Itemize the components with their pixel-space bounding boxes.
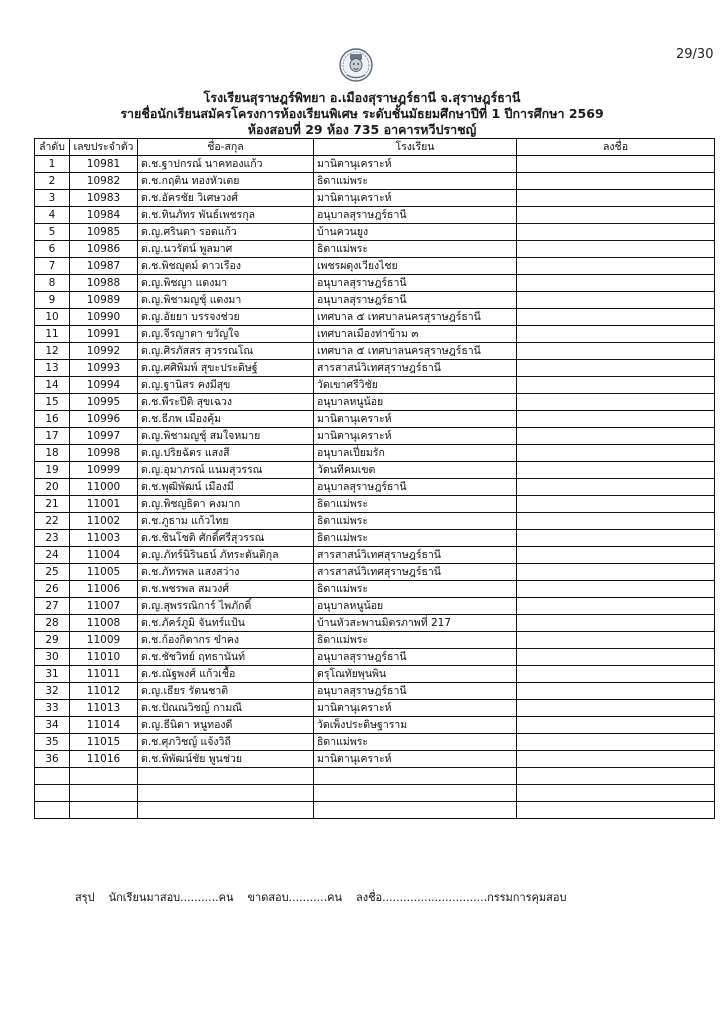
student-name-cell: ด.ช.ภูธาม แก้วไทย xyxy=(138,513,314,530)
school-cell: บ้านหัวสะพานมิตรภาพที่ 217 xyxy=(314,615,517,632)
signature-cell[interactable] xyxy=(517,326,715,343)
school-cell: มานิตานุเคราะห์ xyxy=(314,700,517,717)
school-cell: อนุบาลเปี่ยมรัก xyxy=(314,445,517,462)
table-row xyxy=(35,683,715,700)
absent-count-field: ขาดสอบ...........คน xyxy=(247,891,342,904)
table-row xyxy=(35,632,715,649)
signature-cell[interactable] xyxy=(517,173,715,190)
order-cell: 3 xyxy=(35,190,70,207)
signature-cell[interactable] xyxy=(517,377,715,394)
student-id-cell: 10994 xyxy=(70,377,138,394)
signature-cell[interactable] xyxy=(517,530,715,547)
school-cell: วัดเขาศรีวิชัย xyxy=(314,377,517,394)
student-id-cell: 11011 xyxy=(70,666,138,683)
table-row xyxy=(35,326,715,343)
signature-cell[interactable] xyxy=(517,513,715,530)
student-name-cell: ด.ช.ธีภพ เมืองคุ้ม xyxy=(138,411,314,428)
school-cell: มานิตานุเคราะห์ xyxy=(314,156,517,173)
table-row xyxy=(35,666,715,683)
student-name-cell: ด.ญ.พิชญา แดงมา xyxy=(138,275,314,292)
school-cell: อนุบาลสุราษฎร์ธานี xyxy=(314,207,517,224)
signature-cell[interactable] xyxy=(517,802,715,819)
student-id-cell: 10993 xyxy=(70,360,138,377)
school-cell: อนุบาลสุราษฎร์ธานี xyxy=(314,479,517,496)
school-cell: ธิดาแม่พระ xyxy=(314,513,517,530)
table-row xyxy=(35,224,715,241)
student-id-cell: 11004 xyxy=(70,547,138,564)
table-row xyxy=(35,156,715,173)
order-cell: 22 xyxy=(35,513,70,530)
student-name-cell: ด.ช.อัครชัย วิเศษวงศ์ xyxy=(138,190,314,207)
student-id-cell: 10998 xyxy=(70,445,138,462)
table-row xyxy=(35,173,715,190)
table-row xyxy=(35,547,715,564)
student-id-cell: 11010 xyxy=(70,649,138,666)
student-name-cell: ด.ญ.ปริยฉัตร แสงสี xyxy=(138,445,314,462)
school-cell: อนุบาลสุราษฎร์ธานี xyxy=(314,275,517,292)
order-cell: 27 xyxy=(35,598,70,615)
signature-cell[interactable] xyxy=(517,156,715,173)
signature-cell[interactable] xyxy=(517,598,715,615)
school-cell: เพชรผดุงเวียงไชย xyxy=(314,258,517,275)
signature-cell[interactable] xyxy=(517,190,715,207)
table-row xyxy=(35,734,715,751)
school-seal-logo-icon xyxy=(339,47,373,83)
student-name-cell: ด.ช.ภัทรพล แสงสว่าง xyxy=(138,564,314,581)
student-id-cell: 11016 xyxy=(70,751,138,768)
student-name-cell: ด.ช.ก้องกิดากร ขำคง xyxy=(138,632,314,649)
signature-cell[interactable] xyxy=(517,258,715,275)
school-cell: เทศบาล ๕ เทศบาลนครสุราษฎร์ธานี xyxy=(314,309,517,326)
table-row xyxy=(35,785,715,802)
student-name-cell: ด.ญ.อัยยา บรรจงช่วย xyxy=(138,309,314,326)
student-name-cell xyxy=(138,802,314,819)
signature-cell[interactable] xyxy=(517,445,715,462)
student-id-cell: 10989 xyxy=(70,292,138,309)
table-row xyxy=(35,615,715,632)
school-cell: ธิดาแม่พระ xyxy=(314,530,517,547)
order-cell: 7 xyxy=(35,258,70,275)
signature-cell[interactable] xyxy=(517,615,715,632)
order-cell: 31 xyxy=(35,666,70,683)
table-row xyxy=(35,377,715,394)
signature-cell[interactable] xyxy=(517,428,715,445)
table-row xyxy=(35,768,715,785)
school-cell: บ้านควนยูง xyxy=(314,224,517,241)
table-row xyxy=(35,462,715,479)
present-count-field: นักเรียนมาสอบ...........คน xyxy=(108,891,234,904)
table-row xyxy=(35,751,715,768)
student-name-cell: ด.ช.ภัคร์ภูมิ จันทร์แป้น xyxy=(138,615,314,632)
order-cell: 4 xyxy=(35,207,70,224)
order-cell: 8 xyxy=(35,275,70,292)
signature-cell[interactable] xyxy=(517,785,715,802)
school-cell: วัดนทีคมเขต xyxy=(314,462,517,479)
student-roster-table xyxy=(34,138,715,819)
order-cell: 2 xyxy=(35,173,70,190)
order-cell: 30 xyxy=(35,649,70,666)
student-name-cell: ด.ญ.นวรัตน์ พูลมาศ xyxy=(138,241,314,258)
student-id-cell: 10997 xyxy=(70,428,138,445)
order-cell: 12 xyxy=(35,343,70,360)
table-row xyxy=(35,445,715,462)
signature-cell[interactable] xyxy=(517,547,715,564)
school-cell: ธิดาแม่พระ xyxy=(314,496,517,513)
student-id-cell: 11009 xyxy=(70,632,138,649)
order-cell: 21 xyxy=(35,496,70,513)
student-name-cell: ด.ญ.จีรญาดา ขวัญใจ xyxy=(138,326,314,343)
order-cell: 10 xyxy=(35,309,70,326)
school-cell: สารสาสน์วิเทศสุราษฎร์ธานี xyxy=(314,564,517,581)
table-row xyxy=(35,564,715,581)
column-header-order: ลำดับ xyxy=(35,139,70,156)
student-name-cell: ด.ช.พุฒิพัฒน์ เมืองมี xyxy=(138,479,314,496)
summary-label: สรุป xyxy=(75,891,95,904)
order-cell: 35 xyxy=(35,734,70,751)
signature-cell[interactable] xyxy=(517,462,715,479)
student-id-cell: 10984 xyxy=(70,207,138,224)
student-id-cell: 10982 xyxy=(70,173,138,190)
order-cell: 19 xyxy=(35,462,70,479)
table-row xyxy=(35,411,715,428)
signature-cell[interactable] xyxy=(517,224,715,241)
summary-footer xyxy=(75,888,580,906)
school-cell: ธิดาแม่พระ xyxy=(314,241,517,258)
student-id-cell: 11013 xyxy=(70,700,138,717)
order-cell xyxy=(35,768,70,785)
school-cell: อนุบาลสุราษฎร์ธานี xyxy=(314,292,517,309)
column-header-student-id: เลขประจำตัว xyxy=(70,139,138,156)
order-cell: 18 xyxy=(35,445,70,462)
table-row xyxy=(35,496,715,513)
student-name-cell: ด.ช.พีระปีติ สุขเฉวง xyxy=(138,394,314,411)
student-id-cell: 10985 xyxy=(70,224,138,241)
school-cell: อนุบาลหนูน้อย xyxy=(314,598,517,615)
signature-cell[interactable] xyxy=(517,700,715,717)
school-cell: มานิตานุเคราะห์ xyxy=(314,751,517,768)
order-cell xyxy=(35,802,70,819)
student-name-cell: ด.ช.ศุภวิชญ์ แจ้งวิถี xyxy=(138,734,314,751)
signature-cell[interactable] xyxy=(517,666,715,683)
signature-cell[interactable] xyxy=(517,581,715,598)
order-cell: 25 xyxy=(35,564,70,581)
student-id-cell: 11014 xyxy=(70,717,138,734)
order-cell: 24 xyxy=(35,547,70,564)
order-cell: 14 xyxy=(35,377,70,394)
order-cell: 9 xyxy=(35,292,70,309)
table-row xyxy=(35,258,715,275)
student-id-cell xyxy=(70,768,138,785)
student-name-cell: ด.ช.ทินภัทร พันธ์เพชรกุล xyxy=(138,207,314,224)
student-name-cell: ด.ญ.พิชามญชุ์ สมใจหมาย xyxy=(138,428,314,445)
table-row xyxy=(35,479,715,496)
signature-cell[interactable] xyxy=(517,632,715,649)
student-id-cell: 10991 xyxy=(70,326,138,343)
student-name-cell: ด.ญ.พิชญธิดา คงมาก xyxy=(138,496,314,513)
order-cell: 32 xyxy=(35,683,70,700)
student-id-cell: 10986 xyxy=(70,241,138,258)
order-cell: 15 xyxy=(35,394,70,411)
exam-room-heading: ห้องสอบที่ 29 ห้อง 735 อาคารหวีปราชญ์ xyxy=(247,122,477,137)
student-id-cell: 11006 xyxy=(70,581,138,598)
page-number: 29/30 xyxy=(676,47,714,62)
order-cell: 33 xyxy=(35,700,70,717)
student-name-cell: ด.ญ.ภัทร์นิรินธน์ ภัทระตันติกุล xyxy=(138,547,314,564)
signature-cell[interactable] xyxy=(517,496,715,513)
order-cell: 29 xyxy=(35,632,70,649)
student-name-cell: ด.ญ.ศศิพิมพ์ สุขะประดิษฐ์ xyxy=(138,360,314,377)
order-cell: 17 xyxy=(35,428,70,445)
student-name-cell: ด.ช.พชรพล สมวงศ์ xyxy=(138,581,314,598)
student-id-cell: 10981 xyxy=(70,156,138,173)
signature-cell[interactable] xyxy=(517,275,715,292)
school-cell: สารสาสน์วิเทศสุราษฎร์ธานี xyxy=(314,547,517,564)
student-id-cell: 10995 xyxy=(70,394,138,411)
school-cell: เทศบาลเมืองท่าข้าม ๓ xyxy=(314,326,517,343)
student-id-cell: 11015 xyxy=(70,734,138,751)
signature-cell[interactable] xyxy=(517,394,715,411)
order-cell: 16 xyxy=(35,411,70,428)
school-cell: ดรุโณทัยพุนพิน xyxy=(314,666,517,683)
table-row xyxy=(35,275,715,292)
signature-cell[interactable] xyxy=(517,683,715,700)
student-id-cell: 10983 xyxy=(70,190,138,207)
student-name-cell: ด.ช.พิชญุตม์ ดาวเรือง xyxy=(138,258,314,275)
table-row xyxy=(35,513,715,530)
student-name-cell: ด.ช.ฐาปกรณ์ นาคทองแก้ว xyxy=(138,156,314,173)
signature-cell[interactable] xyxy=(517,343,715,360)
signature-cell[interactable] xyxy=(517,360,715,377)
signature-cell[interactable] xyxy=(517,411,715,428)
student-id-cell: 10999 xyxy=(70,462,138,479)
table-row xyxy=(35,207,715,224)
student-name-cell xyxy=(138,768,314,785)
student-id-cell: 11008 xyxy=(70,615,138,632)
proctor-signature-field: ลงชื่อ..............................กรรมการคุมสอบ xyxy=(355,891,567,904)
student-name-cell: ด.ช.พิพัฒน์ชัย พูนช่วย xyxy=(138,751,314,768)
school-cell xyxy=(314,768,517,785)
document-title: รายชื่อนักเรียนสมัครโครงการห้องเรียนพิเศษ ระดับชั้นมัธยมศึกษาปีที่ 1 ปีการศึกษา 2569 xyxy=(120,106,604,121)
school-cell: ธิดาแม่พระ xyxy=(314,734,517,751)
student-name-cell: ด.ญ.สุพรรณิการ์ ไพภักดิ์ xyxy=(138,598,314,615)
student-id-cell: 11005 xyxy=(70,564,138,581)
table-row xyxy=(35,241,715,258)
school-cell: อนุบาลสุราษฎร์ธานี xyxy=(314,683,517,700)
student-name-cell: ด.ช.ชินโชติ ศักดิ์ศรีสุวรรณ xyxy=(138,530,314,547)
table-row xyxy=(35,292,715,309)
signature-cell[interactable] xyxy=(517,751,715,768)
table-row xyxy=(35,530,715,547)
student-name-cell: ด.ญ.อุมาภรณ์ แนมสุวรรณ xyxy=(138,462,314,479)
signature-cell[interactable] xyxy=(517,241,715,258)
student-name-cell: ด.ช.กฤติน ทองหัวเตย xyxy=(138,173,314,190)
signature-cell[interactable] xyxy=(517,734,715,751)
table-row xyxy=(35,598,715,615)
student-id-cell: 10996 xyxy=(70,411,138,428)
student-id-cell: 11007 xyxy=(70,598,138,615)
school-cell: ธิดาแม่พระ xyxy=(314,581,517,598)
signature-cell[interactable] xyxy=(517,768,715,785)
student-name-cell: ด.ญ.เธียร รัตนชาติ xyxy=(138,683,314,700)
student-name-cell: ด.ญ.ศิรภัสสร สุวรรณโณ xyxy=(138,343,314,360)
student-id-cell: 11000 xyxy=(70,479,138,496)
order-cell: 5 xyxy=(35,224,70,241)
student-id-cell: 11001 xyxy=(70,496,138,513)
school-name-heading: โรงเรียนสุราษฎร์พิทยา อ.เมืองสุราษฎร์ธานี จ.สุราษฎร์ธานี xyxy=(203,90,521,105)
table-row xyxy=(35,394,715,411)
column-header-signature: ลงชื่อ xyxy=(517,139,715,156)
student-id-cell: 11012 xyxy=(70,683,138,700)
order-cell: 36 xyxy=(35,751,70,768)
table-row xyxy=(35,428,715,445)
student-name-cell: ด.ญ.ธีนิดา หนูทองดี xyxy=(138,717,314,734)
table-row xyxy=(35,581,715,598)
student-id-cell: 10992 xyxy=(70,343,138,360)
signature-cell[interactable] xyxy=(517,717,715,734)
student-name-cell: ด.ญ.ศรินดา รอดแก้ว xyxy=(138,224,314,241)
school-cell: อนุบาลหนูน้อย xyxy=(314,394,517,411)
student-name-cell xyxy=(138,785,314,802)
signature-cell[interactable] xyxy=(517,292,715,309)
student-name-cell: ด.ช.ณัฐพงศ์ แก้วเชื้อ xyxy=(138,666,314,683)
order-cell: 1 xyxy=(35,156,70,173)
column-header-name: ชื่อ-สกุล xyxy=(138,139,314,156)
school-cell: มานิตานุเคราะห์ xyxy=(314,411,517,428)
signature-cell[interactable] xyxy=(517,309,715,326)
order-cell: 20 xyxy=(35,479,70,496)
school-cell: ธิดาแม่พระ xyxy=(314,632,517,649)
school-cell: สารสาสน์วิเทศสุราษฎร์ธานี xyxy=(314,360,517,377)
student-id-cell: 10988 xyxy=(70,275,138,292)
student-id-cell: 10987 xyxy=(70,258,138,275)
signature-cell[interactable] xyxy=(517,564,715,581)
student-id-cell: 11002 xyxy=(70,513,138,530)
school-cell: อนุบาลสุราษฎร์ธานี xyxy=(314,649,517,666)
school-cell: มานิตานุเคราะห์ xyxy=(314,428,517,445)
table-row xyxy=(35,802,715,819)
table-row xyxy=(35,717,715,734)
school-cell: ธิดาแม่พระ xyxy=(314,173,517,190)
school-cell: มานิตานุเคราะห์ xyxy=(314,190,517,207)
student-id-cell xyxy=(70,785,138,802)
order-cell xyxy=(35,785,70,802)
student-id-cell: 10990 xyxy=(70,309,138,326)
student-name-cell: ด.ช.ปัณณวิชญ์ กามณี xyxy=(138,700,314,717)
signature-cell[interactable] xyxy=(517,479,715,496)
table-row xyxy=(35,360,715,377)
order-cell: 28 xyxy=(35,615,70,632)
school-cell: เทศบาล ๕ เทศบาลนครสุราษฎร์ธานี xyxy=(314,343,517,360)
table-header-row xyxy=(35,139,715,156)
order-cell: 11 xyxy=(35,326,70,343)
school-cell xyxy=(314,802,517,819)
student-name-cell: ด.ญ.พิชามญชุ์ แดงมา xyxy=(138,292,314,309)
order-cell: 26 xyxy=(35,581,70,598)
order-cell: 34 xyxy=(35,717,70,734)
order-cell: 13 xyxy=(35,360,70,377)
student-id-cell xyxy=(70,802,138,819)
school-cell: วัดเพ็งประดิษฐาราม xyxy=(314,717,517,734)
signature-cell[interactable] xyxy=(517,207,715,224)
student-id-cell: 11003 xyxy=(70,530,138,547)
table-row xyxy=(35,190,715,207)
student-name-cell: ด.ญ.ฐานิสร คงมีสุข xyxy=(138,377,314,394)
table-row xyxy=(35,309,715,326)
student-name-cell: ด.ช.ชัชวิทย์ ฤทธานันท์ xyxy=(138,649,314,666)
table-row xyxy=(35,700,715,717)
column-header-school: โรงเรียน xyxy=(314,139,517,156)
school-cell xyxy=(314,785,517,802)
order-cell: 23 xyxy=(35,530,70,547)
signature-cell[interactable] xyxy=(517,649,715,666)
order-cell: 6 xyxy=(35,241,70,258)
table-row xyxy=(35,343,715,360)
roster-body xyxy=(35,156,715,819)
table-row xyxy=(35,649,715,666)
